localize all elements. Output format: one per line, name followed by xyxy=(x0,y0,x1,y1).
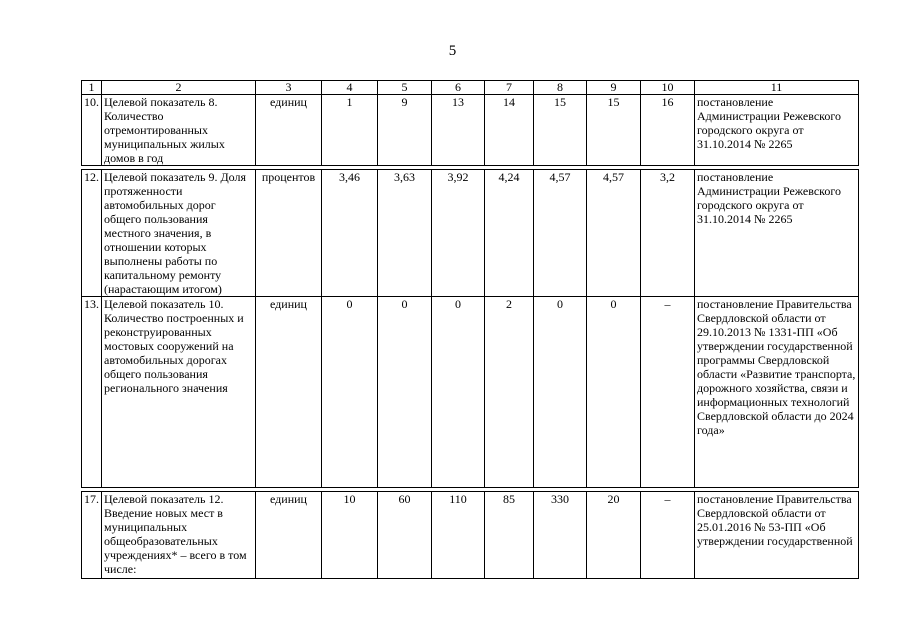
value-col-10: – xyxy=(641,492,695,579)
value-col-8: 0 xyxy=(534,297,587,488)
header-cell: 5 xyxy=(378,81,432,95)
header-cell: 3 xyxy=(256,81,322,95)
header-cell: 10 xyxy=(641,81,695,95)
table-row xyxy=(82,297,859,488)
page-number: 5 xyxy=(448,43,457,59)
row-number: 17. xyxy=(82,492,102,579)
header-cell: 2 xyxy=(102,81,256,95)
unit: единиц xyxy=(256,297,322,488)
indicator-name: Целевой показатель 8. Количество отремонтированных муниципальных жилых домов в год xyxy=(102,95,256,166)
source-document: постановление Администрации Режевского городского округа от 31.10.2014 № 2265 xyxy=(695,95,859,166)
header-cell: 7 xyxy=(485,81,534,95)
table-header-row xyxy=(82,81,859,95)
table-row xyxy=(82,492,859,579)
value-col-9: 0 xyxy=(587,297,641,488)
unit: процентов xyxy=(256,170,322,297)
value-col-5: 60 xyxy=(378,492,432,579)
value-col-5: 3,63 xyxy=(378,170,432,297)
value-col-4: 1 xyxy=(322,95,378,166)
value-col-10: 3,2 xyxy=(641,170,695,297)
value-col-8: 4,57 xyxy=(534,170,587,297)
table-row xyxy=(82,170,859,297)
value-col-9: 20 xyxy=(587,492,641,579)
value-col-4: 0 xyxy=(322,297,378,488)
header-cell: 11 xyxy=(695,81,859,95)
row-number: 10. xyxy=(82,95,102,166)
source-document: постановление Администрации Режевского городского округа от 31.10.2014 № 2265 xyxy=(695,170,859,297)
unit: единиц xyxy=(256,492,322,579)
header-cell: 4 xyxy=(322,81,378,95)
value-col-7: 2 xyxy=(485,297,534,488)
value-col-6: 3,92 xyxy=(432,170,485,297)
indicator-name: Целевой показатель 10. Количество построенных и реконструированных мостовых сооружений на автомобильных дорогах общего пользования регионального значения xyxy=(102,297,256,488)
header-cell: 1 xyxy=(82,81,102,95)
source-document: постановление Правительства Свердловской области от 25.01.2016 № 53-ПП «Об утверждении государственной xyxy=(695,492,859,579)
value-col-8: 330 xyxy=(534,492,587,579)
value-col-7: 14 xyxy=(485,95,534,166)
value-col-6: 110 xyxy=(432,492,485,579)
indicators-table xyxy=(81,80,859,579)
table-row xyxy=(82,95,859,166)
indicator-name: Целевой показатель 9. Доля протяженности автомобильных дорог общего пользования местного значения, в отношении которых выполнены работы по капитальному ремонту (нарастающим итогом) xyxy=(102,170,256,297)
value-col-4: 3,46 xyxy=(322,170,378,297)
value-col-10: – xyxy=(641,297,695,488)
source-document: постановление Правительства Свердловской области от 29.10.2013 № 1331-ПП «Об утверждении государственной программы Свердловской области «Развитие транспорта, дорожного хозяйства, связи и информационных технологий Свердловской области до 2024 года» xyxy=(695,297,859,488)
value-col-7: 85 xyxy=(485,492,534,579)
header-cell: 9 xyxy=(587,81,641,95)
value-col-6: 13 xyxy=(432,95,485,166)
value-col-10: 16 xyxy=(641,95,695,166)
value-col-7: 4,24 xyxy=(485,170,534,297)
value-col-5: 9 xyxy=(378,95,432,166)
header-cell: 6 xyxy=(432,81,485,95)
value-col-8: 15 xyxy=(534,95,587,166)
row-number: 13. xyxy=(82,297,102,488)
value-col-6: 0 xyxy=(432,297,485,488)
row-number: 12. xyxy=(82,170,102,297)
value-col-4: 10 xyxy=(322,492,378,579)
header-cell: 8 xyxy=(534,81,587,95)
value-col-9: 15 xyxy=(587,95,641,166)
value-col-5: 0 xyxy=(378,297,432,488)
indicator-name: Целевой показатель 12. Введение новых мест в муниципальных общеобразовательных учреждениях* – всего в том числе: xyxy=(102,492,256,579)
unit: единиц xyxy=(256,95,322,166)
value-col-9: 4,57 xyxy=(587,170,641,297)
